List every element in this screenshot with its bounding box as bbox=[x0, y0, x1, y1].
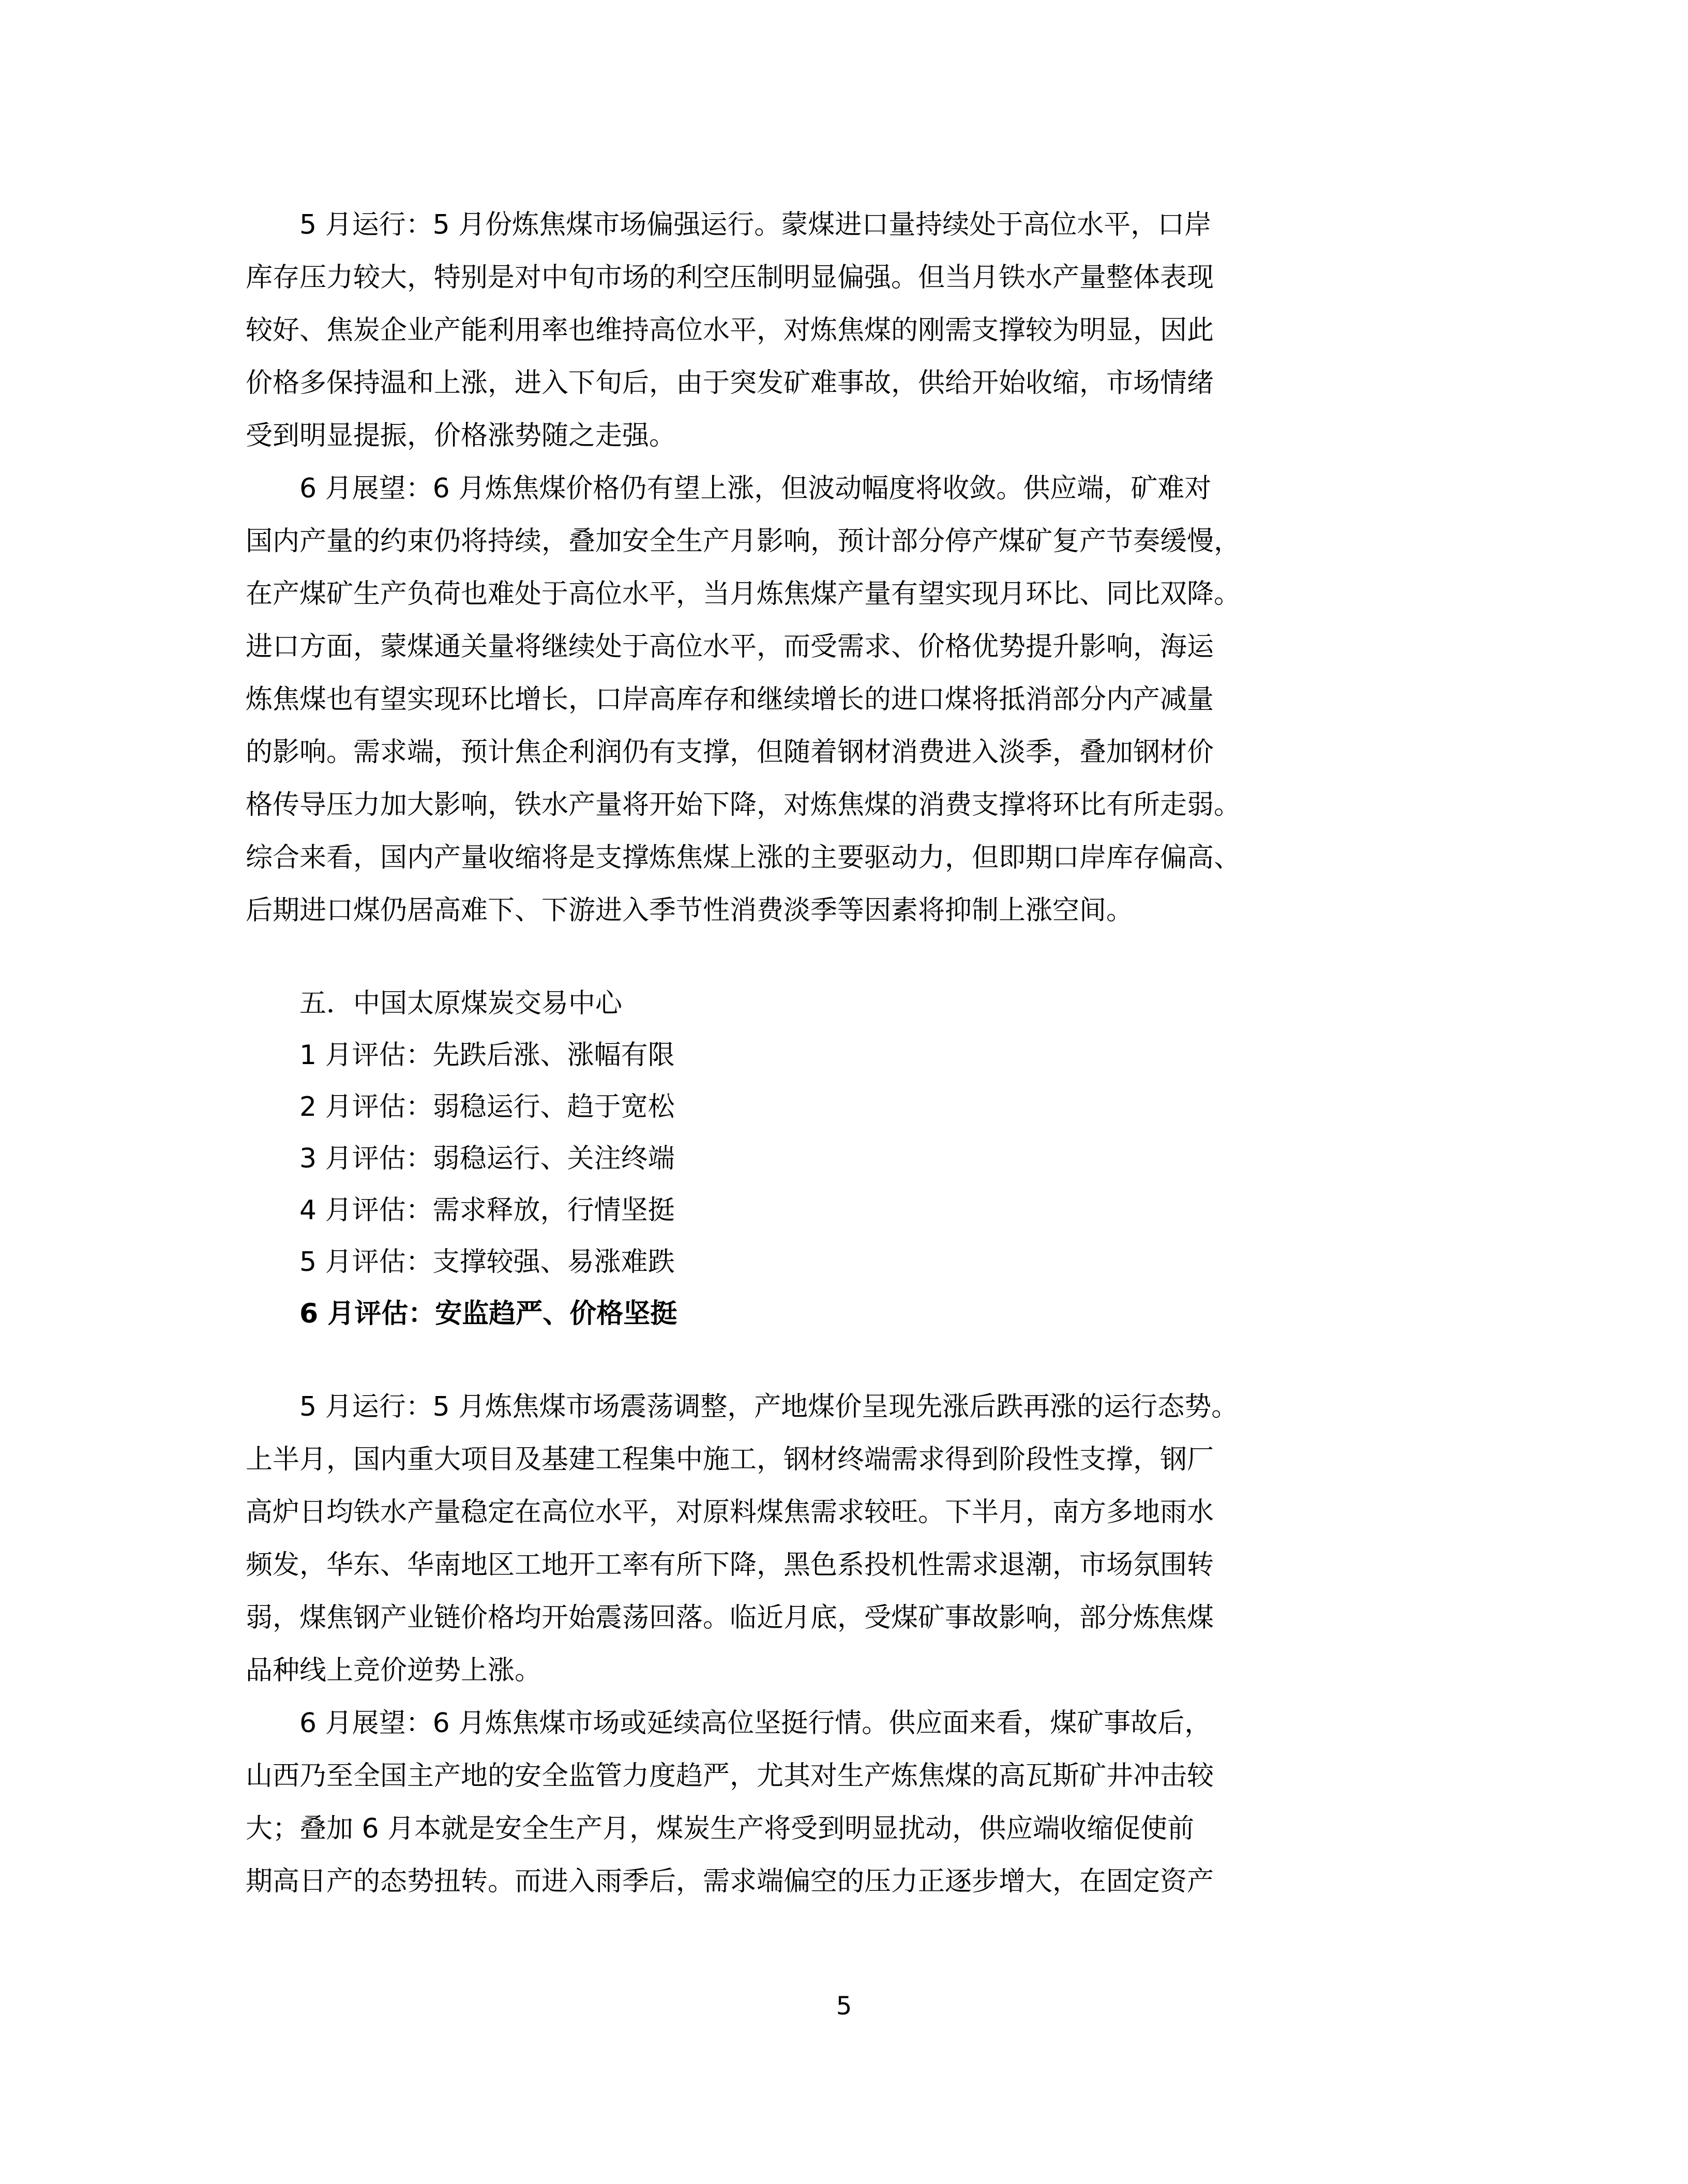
text-line: 在产煤矿生产负荷也难处于高位水平，当月炼焦煤产量有望实现月环比、同比双降。 bbox=[246, 579, 1241, 610]
text-line: 受到明显提振，价格涨势随之走强。 bbox=[246, 420, 676, 451]
text-line: 价格多保持温和上涨，进入下旬后，由于突发矿难事故，供给开始收缩，市场情绪 bbox=[246, 368, 1214, 399]
assessment-item: 4 月评估：需求释放，行情坚挺 bbox=[246, 1195, 675, 1226]
text-line: 弱，煤焦钢产业链价格均开始震荡回落。临近月底，受煤矿事故影响，部分炼焦煤 bbox=[246, 1602, 1214, 1633]
assessment-item: 1 月评估：先跌后涨、涨幅有限 bbox=[246, 1040, 675, 1071]
text-line: 的影响。需求端，预计焦企利润仍有支撑，但随着钢材消费进入淡季，叠加钢材价 bbox=[246, 737, 1214, 768]
text-line: 炼焦煤也有望实现环比增长，口岸高库存和继续增长的进口煤将抵消部分内产减量 bbox=[246, 684, 1214, 715]
assessment-item: 2 月评估：弱稳运行、趋于宽松 bbox=[246, 1091, 675, 1123]
assessment-item: 5 月评估：支撑较强、易涨难跌 bbox=[246, 1247, 675, 1278]
text-line: 山西乃至全国主产地的安全监管力度趋严，尤其对生产炼焦煤的高瓦斯矿井冲击较 bbox=[246, 1761, 1214, 1792]
text-line: 频发，华东、华南地区工地开工率有所下降，黑色系投机性需求退潮，市场氛围转 bbox=[246, 1550, 1214, 1581]
text-line: 上半月，国内重大项目及基建工程集中施工，钢材终端需求得到阶段性支撑，钢厂 bbox=[246, 1444, 1214, 1475]
text-line: 大；叠加 6 月本就是安全生产月，煤炭生产将受到明显扰动，供应端收缩促使前 bbox=[246, 1813, 1195, 1844]
text-line: 期高日产的态势扭转。而进入雨季后，需求端偏空的压力正逐步增大，在固定资产 bbox=[246, 1866, 1214, 1897]
text-line: 格传导压力加大影响，铁水产量将开始下降，对炼焦煤的消费支撑将环比有所走弱。 bbox=[246, 790, 1241, 821]
assessment-item-current: 6 月评估：安监趋严、价格坚挺 bbox=[246, 1298, 677, 1329]
text-line: 国内产量的约束仍将持续，叠加安全生产月影响，预计部分停产煤矿复产节奏缓慢， bbox=[246, 526, 1241, 557]
text-line: 进口方面，蒙煤通关量将继续处于高位水平，而受需求、价格优势提升影响，海运 bbox=[246, 631, 1214, 662]
page-number: 5 bbox=[836, 1992, 852, 2021]
assessment-item: 3 月评估：弱稳运行、关注终端 bbox=[246, 1143, 675, 1174]
text-line: 6 月展望：6 月炼焦煤市场或延续高位坚挺行情。供应面来看，煤矿事故后， bbox=[246, 1708, 1212, 1739]
text-line: 6 月展望：6 月炼焦煤价格仍有望上涨，但波动幅度将收敛。供应端，矿难对 bbox=[246, 473, 1212, 504]
text-line: 库存压力较大，特别是对中旬市场的利空压制明显偏强。但当月铁水产量整体表现 bbox=[246, 262, 1214, 293]
text-line: 较好、焦炭企业产能利用率也维持高位水平，对炼焦煤的刚需支撑较为明显，因此 bbox=[246, 315, 1214, 346]
text-line: 5 月运行：5 月炼焦煤市场震荡调整，产地煤价呈现先涨后跌再涨的运行态势。 bbox=[246, 1391, 1239, 1422]
text-line: 5 月运行：5 月份炼焦煤市场偏强运行。蒙煤进口量持续处于高位水平，口岸 bbox=[246, 209, 1212, 240]
text-line: 高炉日均铁水产量稳定在高位水平，对原料煤焦需求较旺。下半月，南方多地雨水 bbox=[246, 1497, 1214, 1528]
section-heading: 五．中国太原煤炭交易中心 bbox=[246, 988, 623, 1019]
text-line: 后期进口煤仍居高难下、下游进入季节性消费淡季等因素将抑制上涨空间。 bbox=[246, 895, 1134, 926]
text-line: 综合来看，国内产量收缩将是支撑炼焦煤上涨的主要驱动力，但即期口岸库存偏高、 bbox=[246, 842, 1241, 873]
text-line: 品种线上竞价逆势上涨。 bbox=[246, 1655, 542, 1686]
